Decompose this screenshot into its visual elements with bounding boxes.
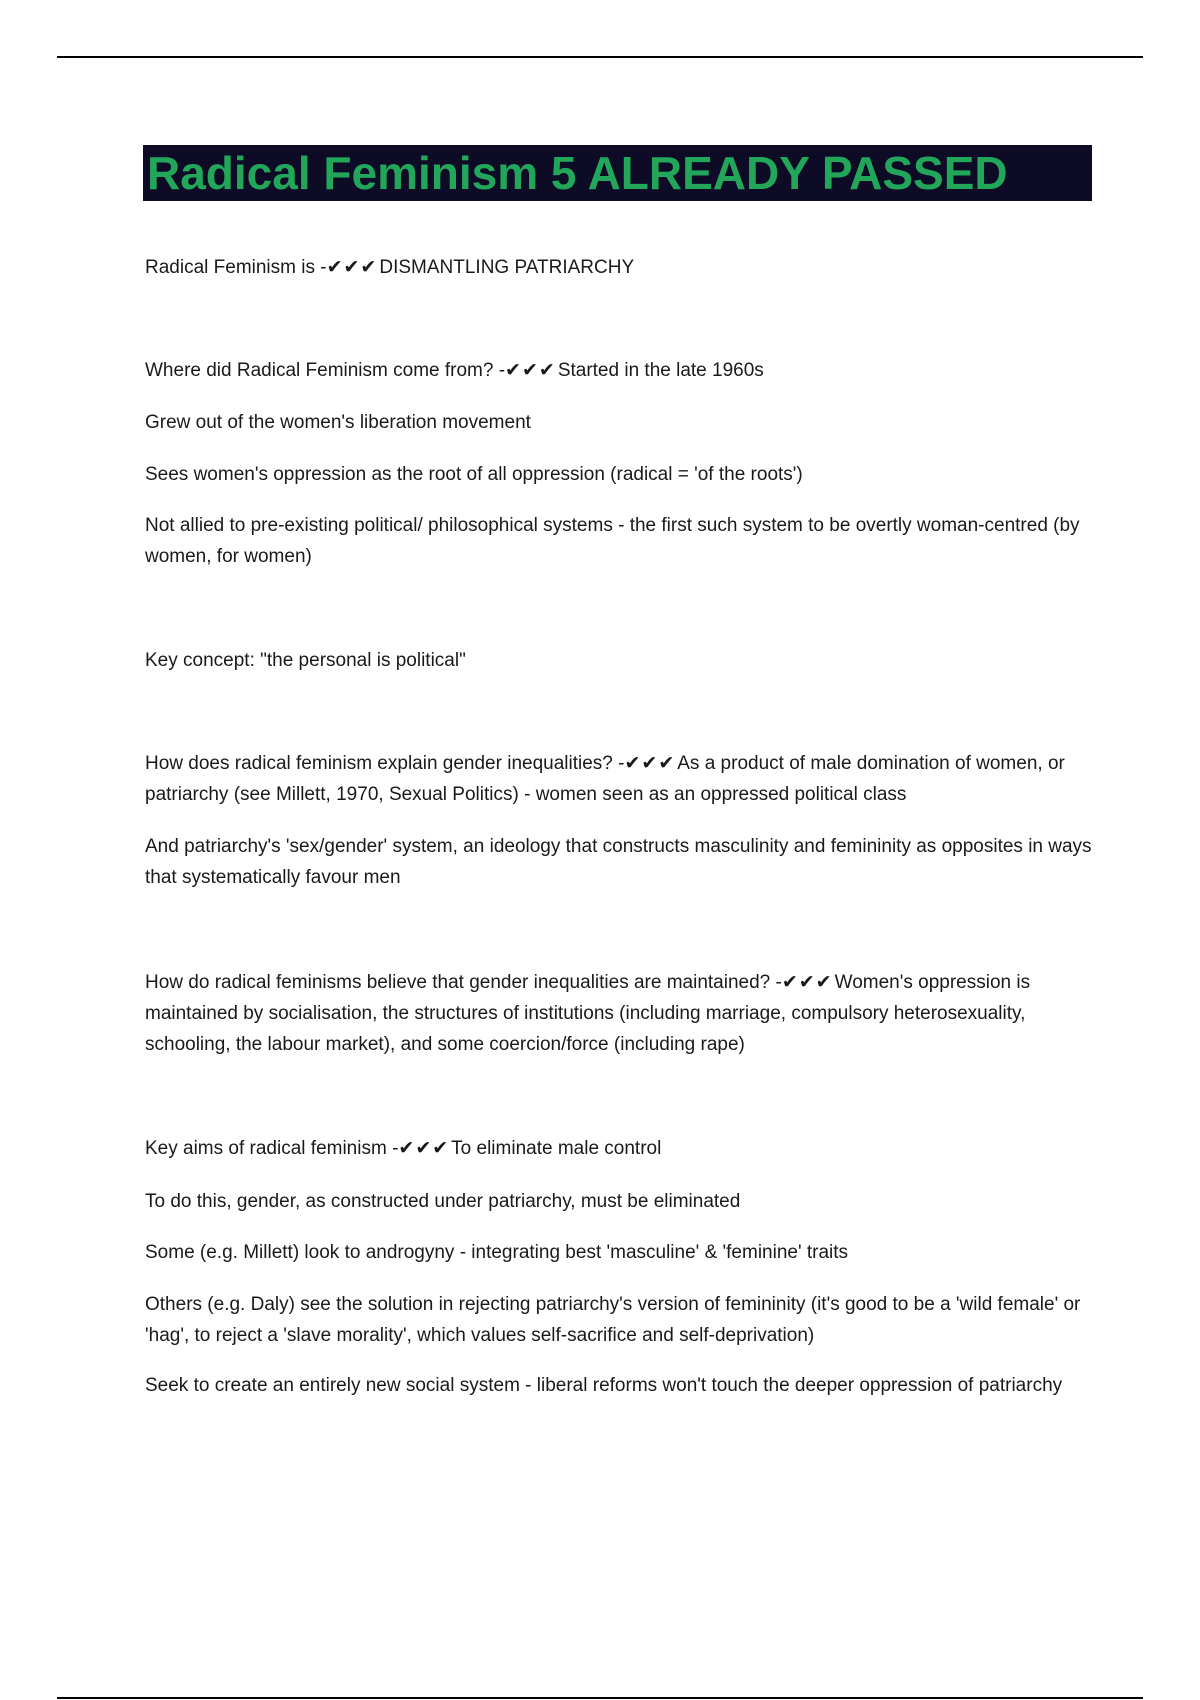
answer-text: Women's oppression is maintained by socialisation, the structures of institutions (including marriage, compulsory heterosexuality, schooling, the labour market), and some coercion/force (including rape) bbox=[145, 972, 1031, 1055]
answer-text: DISMANTLING PATRIARCHY bbox=[379, 257, 635, 278]
question-text: Key aims of radical feminism - bbox=[145, 1138, 399, 1159]
question-text: Radical Feminism is - bbox=[145, 257, 327, 278]
note-line: Key concept: "the personal is political" bbox=[145, 650, 466, 671]
checkmark-icon: ✔✔✔ bbox=[398, 1137, 450, 1159]
note-line: Seek to create an entirely new social system - liberal reforms won't touch the deeper oppression of patriarchy bbox=[145, 1375, 1063, 1396]
note-line: Others (e.g. Daly) see the solution in rejecting patriarchy's version of femininity (it's good to be a 'wild female' or 'hag', to reject a 'slave morality', which values self-sacrifice and self-deprivation) bbox=[145, 1294, 1081, 1346]
qa-entry-maintenance bbox=[145, 967, 1095, 1060]
note-line: Sees women's oppression as the root of all oppression (radical = 'of the roots') bbox=[145, 464, 803, 485]
note-line: Some (e.g. Millett) look to androgyny - integrating best 'masculine' & 'feminine' traits bbox=[145, 1242, 849, 1263]
note-line: Grew out of the women's liberation movement bbox=[145, 412, 531, 433]
answer-text: Started in the late 1960s bbox=[557, 360, 764, 381]
checkmark-icon: ✔✔✔ bbox=[624, 752, 676, 774]
top-rule bbox=[57, 56, 1143, 58]
answer-text: To eliminate male control bbox=[451, 1138, 662, 1159]
qa-entry-dismantling bbox=[145, 252, 1095, 283]
document-title-banner bbox=[143, 145, 1092, 201]
checkmark-icon: ✔✔✔ bbox=[781, 971, 833, 993]
qa-entry-aims bbox=[145, 1133, 1095, 1164]
note-line: To do this, gender, as constructed under patriarchy, must be eliminated bbox=[145, 1191, 741, 1212]
checkmark-icon: ✔✔✔ bbox=[505, 359, 556, 381]
bottom-rule bbox=[57, 1697, 1143, 1699]
note-line: Not allied to pre-existing political/ philosophical systems - the first such system to be overtly woman-centred (by women, for women) bbox=[145, 515, 1080, 567]
question-text: Where did Radical Feminism come from? - bbox=[145, 360, 506, 381]
checkmark-icon: ✔✔✔ bbox=[326, 256, 378, 278]
answer-text: As a product of male domination of women, or patriarchy (see Millett, 1970, Sexual Politics) - women seen as an oppressed political class bbox=[145, 753, 1065, 805]
note-line: And patriarchy's 'sex/gender' system, an ideology that constructs masculinity and femininity as opposites in ways that systematically favour men bbox=[145, 836, 1092, 888]
question-text: How does radical feminism explain gender inequalities? - bbox=[145, 753, 625, 774]
question-text: How do radical feminisms believe that gender inequalities are maintained? - bbox=[145, 972, 782, 993]
qa-entry-origins bbox=[145, 355, 1095, 386]
document-title: Radical Feminism 5 ALREADY PASSED bbox=[147, 147, 1008, 199]
qa-entry-explanation bbox=[145, 748, 1095, 810]
